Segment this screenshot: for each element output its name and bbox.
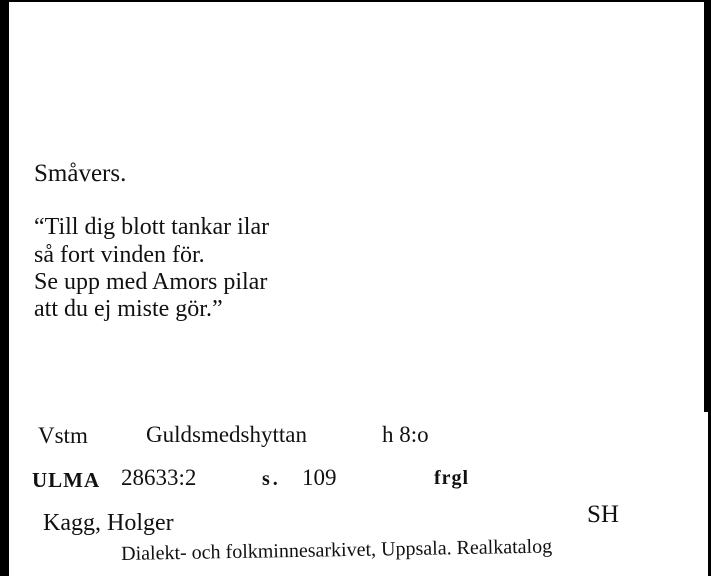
poem-line-3: Se upp med Amors pilar xyxy=(34,269,268,295)
place-name: Guldsmedshyttan xyxy=(146,422,307,447)
district-code: h 8:o xyxy=(382,422,429,447)
scan-border-right xyxy=(704,0,711,412)
category-code: frgl xyxy=(434,467,470,489)
scan-border-top xyxy=(0,0,711,2)
card-title: Småvers. xyxy=(34,160,127,187)
recorder-initials: SH xyxy=(587,501,619,528)
province-code: Vstm xyxy=(38,423,88,448)
poem-line-2: så fort vinden för. xyxy=(34,242,205,268)
accession-number: 28633:2 xyxy=(121,465,197,490)
scan-border-left xyxy=(0,0,9,576)
poem-line-1: “Till dig blott tankar ilar xyxy=(34,214,270,240)
archive-code: ULMA xyxy=(32,468,101,492)
collector-name: Kagg, Holger xyxy=(43,510,174,536)
archive-footer: Dialekt- och folkminnesarkivet, Uppsala. Realkatalog xyxy=(120,535,553,565)
page-label: s. xyxy=(262,468,281,490)
page-number: 109 xyxy=(302,465,337,490)
poem-line-4: att du ej miste gör.” xyxy=(34,296,223,322)
